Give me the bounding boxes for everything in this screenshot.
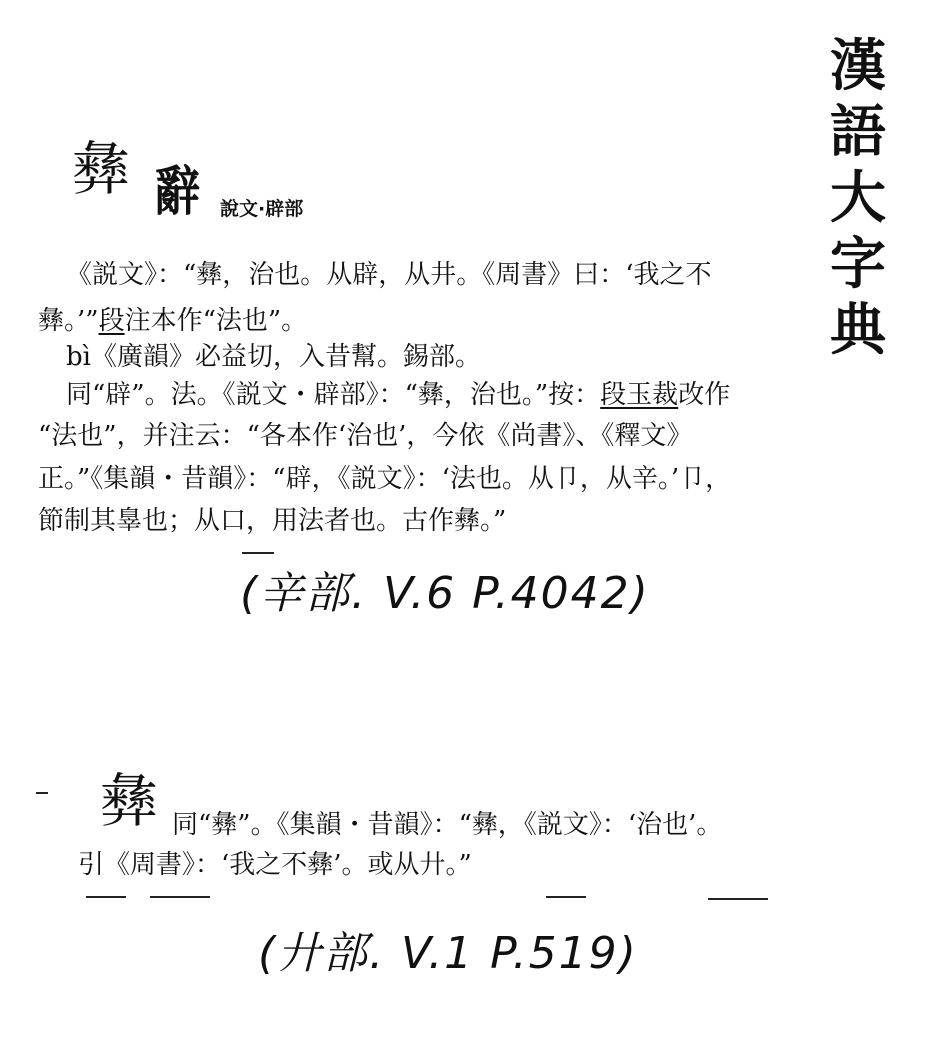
scan-mark — [546, 896, 586, 898]
entry2-line-1: 同“彝”。《集韻・昔韻》：“彝，《説文》：‘治也’。 — [172, 810, 723, 840]
duan-name-underlined: 段 — [98, 306, 125, 336]
entry1-line-6: 正。”《集韻・昔韻》：“辟，《説文》：‘法也。从卩，从辛。’卩， — [38, 464, 732, 494]
title-char-4: 字 — [830, 232, 886, 297]
entry1-line-2b: 注本作“法也”。 — [124, 306, 308, 336]
entry1-line-1: 《説文》：“彝，治也。从辟，从井。《周書》曰：‘我之不 — [66, 260, 712, 290]
title-char-5: 典 — [830, 298, 886, 363]
title-char-1: 漢 — [830, 34, 886, 99]
entry2-line-2: 引《周書》：‘我之不彝’。或从廾。” — [78, 850, 472, 880]
entry1-handwritten-reference: (辛部. V.6 P.4042) — [240, 568, 650, 619]
duan-yucai-underlined: 段玉裁 — [600, 380, 679, 410]
entry1-line-4a: 同“辟”。法。《説文・辟部》：“彝，治也。”按： — [66, 380, 601, 410]
scan-mark — [86, 896, 126, 898]
entry1-line-5: “法也”，并注云：“各本作‘治也’，今依《尚書》、《釋文》 — [38, 421, 693, 451]
entry1-line-2 — [38, 308, 307, 334]
scan-mark — [242, 552, 274, 554]
scan-mark — [150, 896, 210, 898]
title-char-2: 語 — [830, 100, 886, 165]
title-char-3: 大 — [830, 166, 886, 231]
entry1-source: 說文·辟部 — [220, 198, 304, 220]
entry1-seal-char: 辭 — [154, 159, 200, 223]
entry1-line-3: bì《廣韻》必益切，入昔幫。錫部。 — [66, 342, 481, 372]
entry2-handwritten-reference: (廾部. V.1 P.519) — [258, 928, 638, 979]
entry1-line-7: 節制其辠也；从口，用法者也。古作彝。” — [38, 506, 507, 536]
entry1-line-4b: 改作 — [678, 380, 731, 410]
entry1-line-4 — [66, 382, 730, 408]
entry1-line-2a: 彝。’” — [38, 306, 99, 336]
scan-mark — [36, 792, 48, 794]
dictionary-title — [818, 34, 898, 364]
scan-mark — [708, 898, 768, 900]
entry1-head-char: 彝 — [72, 135, 131, 203]
entry2-head-char: 彝 — [100, 767, 159, 835]
